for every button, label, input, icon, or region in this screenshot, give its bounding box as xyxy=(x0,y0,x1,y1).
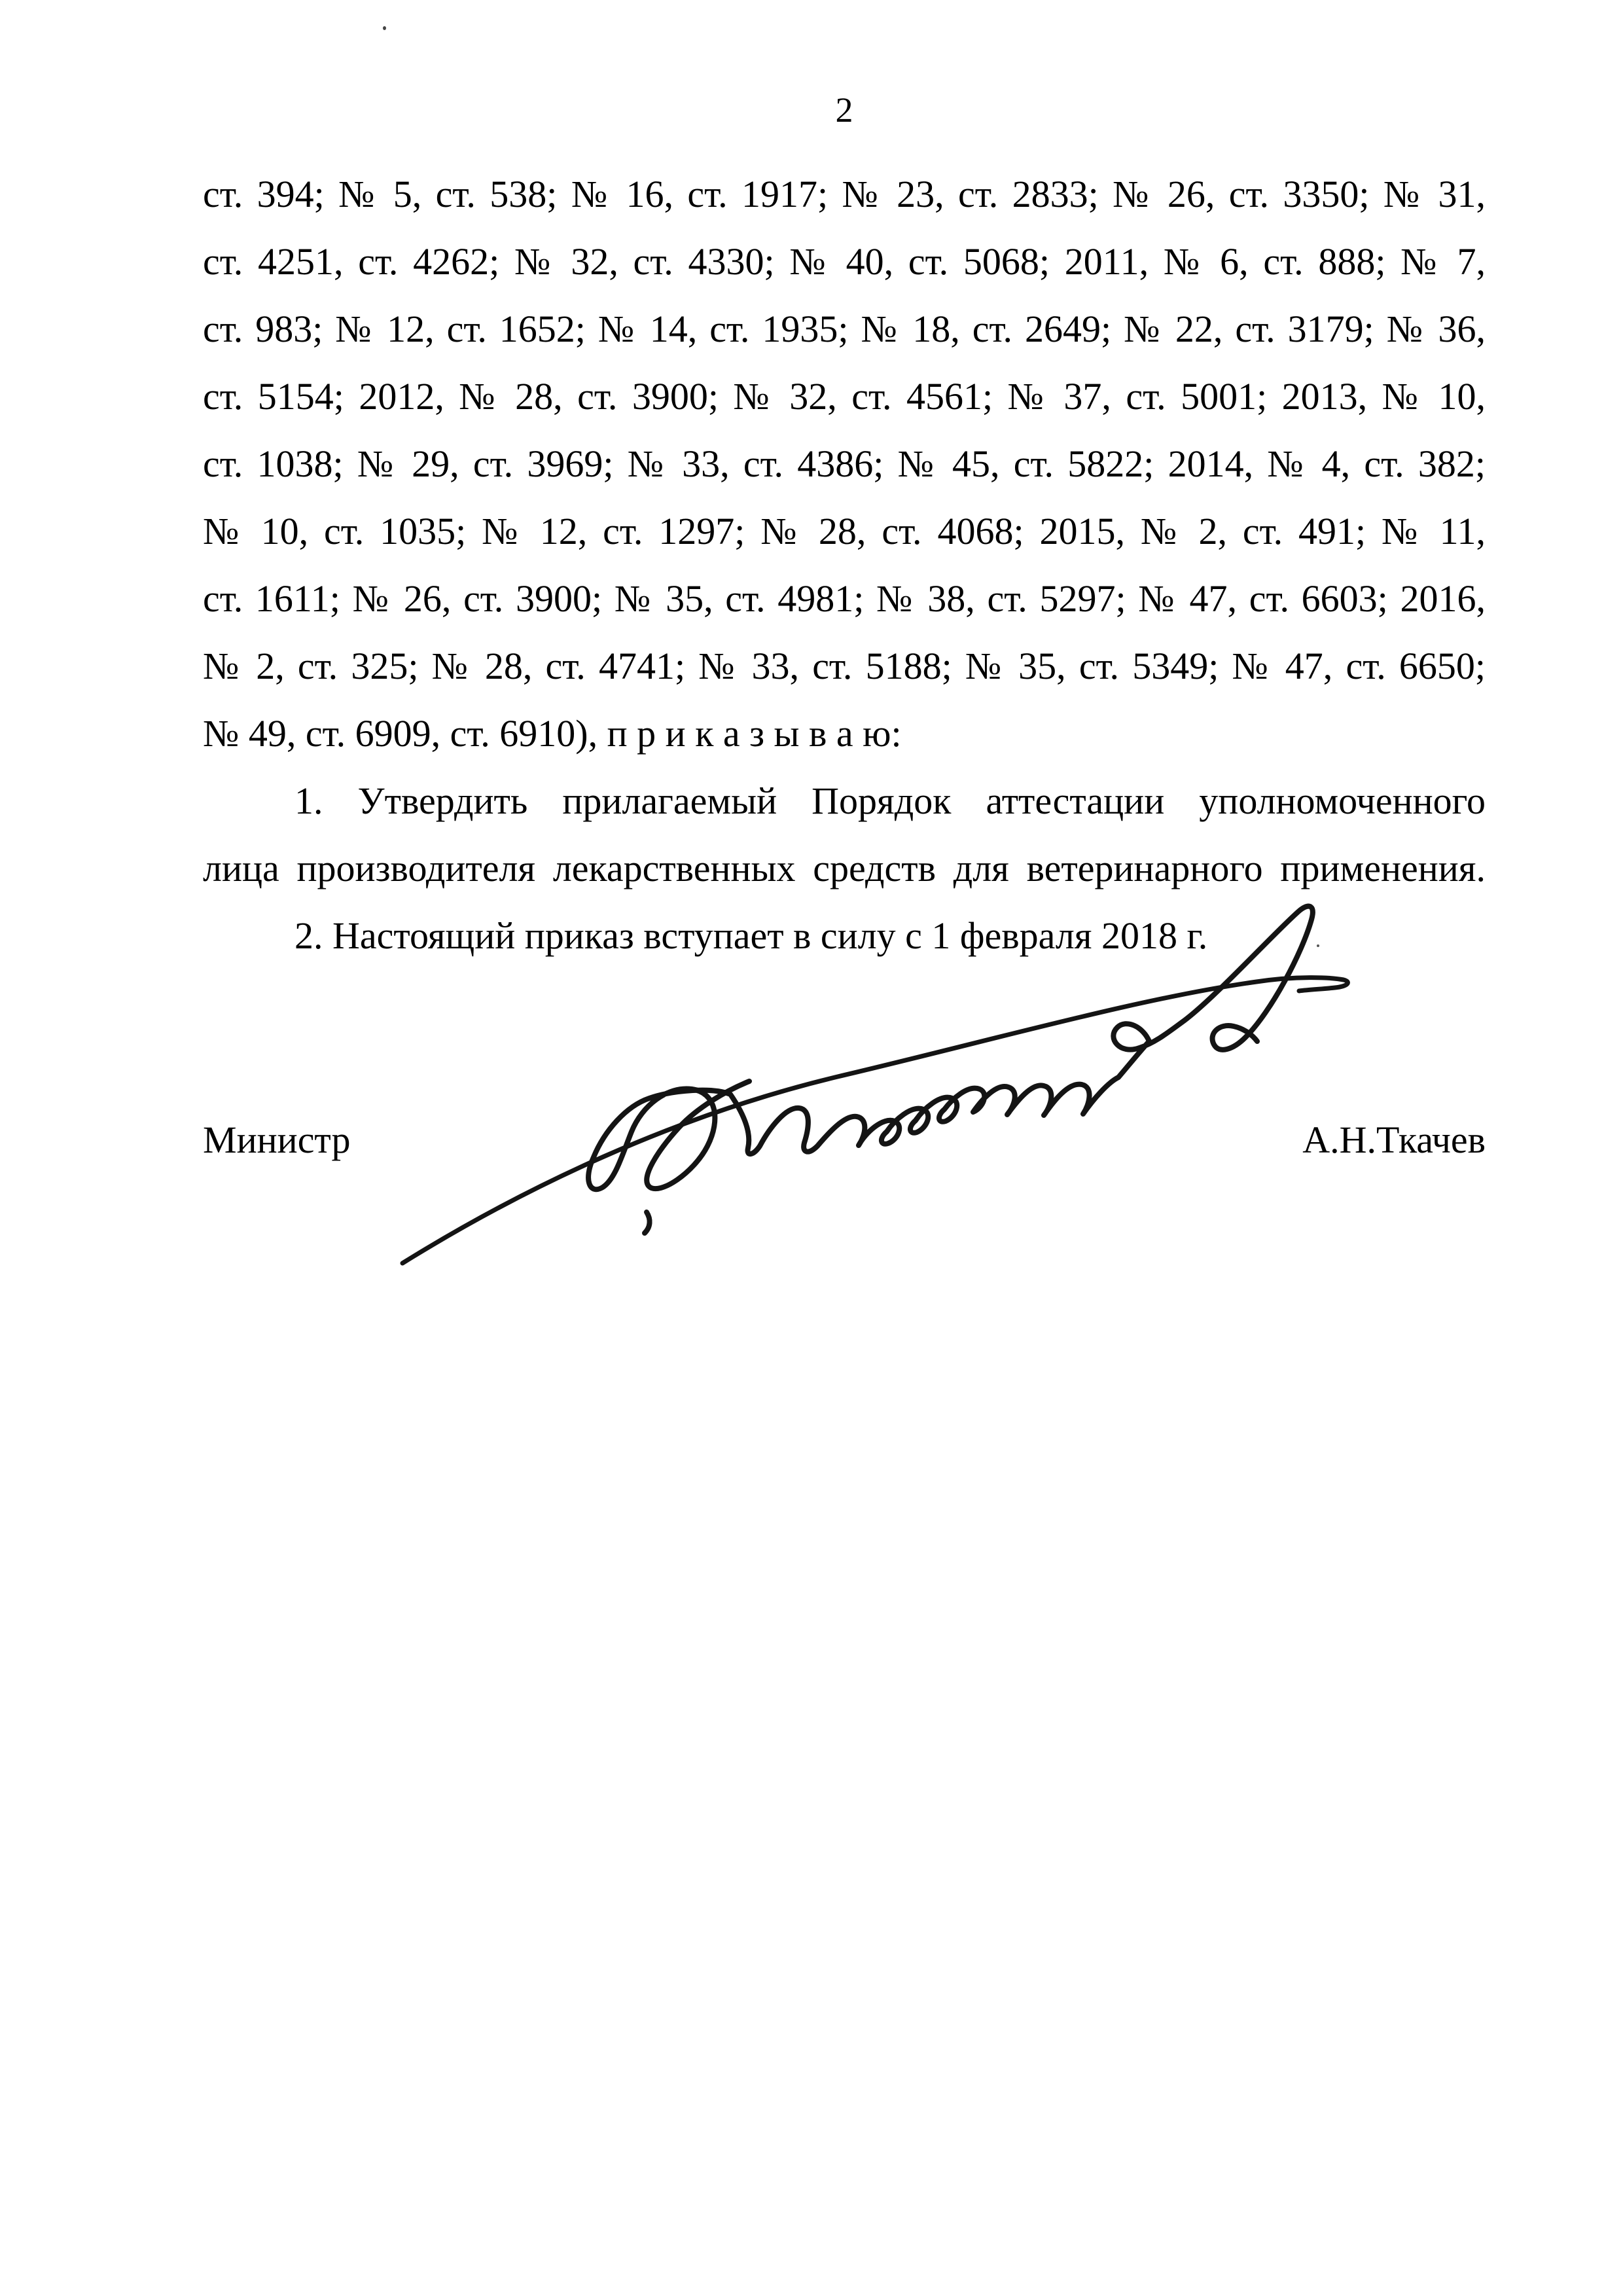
text-line-paragraph-1: 1. Утвердить прилагаемый Порядок аттестации уполномоченного xyxy=(294,780,1486,822)
text-line: № 49, ст. 6909, ст. 6910), п р и к а з ы в а ю: xyxy=(203,712,902,755)
text-line-paragraph-2: 2. Настоящий приказ вступает в силу с 1 февраля 2018 г. xyxy=(294,914,1208,957)
minister-name: А.Н.Ткачев xyxy=(1302,1119,1486,1161)
text-line: ст. 5154; 2012, № 28, ст. 3900; № 32, ст. 4561; № 37, ст. 5001; 2013, № 10, xyxy=(203,375,1486,418)
text-line: № 10, ст. 1035; № 12, ст. 1297; № 28, ст. 4068; 2015, № 2, ст. 491; № 11, xyxy=(203,510,1486,552)
text-line: лица производителя лекарственных средств для ветеринарного применения. xyxy=(203,847,1486,889)
page-number: 2 xyxy=(835,90,853,130)
text-line: ст. 983; № 12, ст. 1652; № 14, ст. 1935; № 18, ст. 2649; № 22, ст. 3179; № 36, xyxy=(203,308,1486,350)
scan-speck xyxy=(1317,944,1319,947)
scan-speck xyxy=(383,26,386,30)
text-line: ст. 394; № 5, ст. 538; № 16, ст. 1917; № 23, ст. 2833; № 26, ст. 3350; № 31, xyxy=(203,173,1486,215)
text-line: ст. 4251, ст. 4262; № 32, ст. 4330; № 40, ст. 5068; 2011, № 6, ст. 888; № 7, xyxy=(203,240,1486,283)
signature-comma-stroke xyxy=(645,1212,650,1233)
signature-sweep-stroke xyxy=(402,978,1347,1263)
text-line: ст. 1038; № 29, ст. 3969; № 33, ст. 4386; № 45, ст. 5822; 2014, № 4, ст. 382; xyxy=(203,442,1486,485)
minister-signature xyxy=(366,890,1453,1296)
minister-title: Министр xyxy=(203,1119,351,1161)
text-line: ст. 1611; № 26, ст. 3900; № 35, ст. 4981; № 38, ст. 5297; № 47, ст. 6603; 2016, xyxy=(203,577,1486,620)
body-text xyxy=(203,160,1486,969)
text-line: № 2, ст. 325; № 28, ст. 4741; № 33, ст. 5188; № 35, ст. 5349; № 47, ст. 6650; xyxy=(203,645,1486,687)
